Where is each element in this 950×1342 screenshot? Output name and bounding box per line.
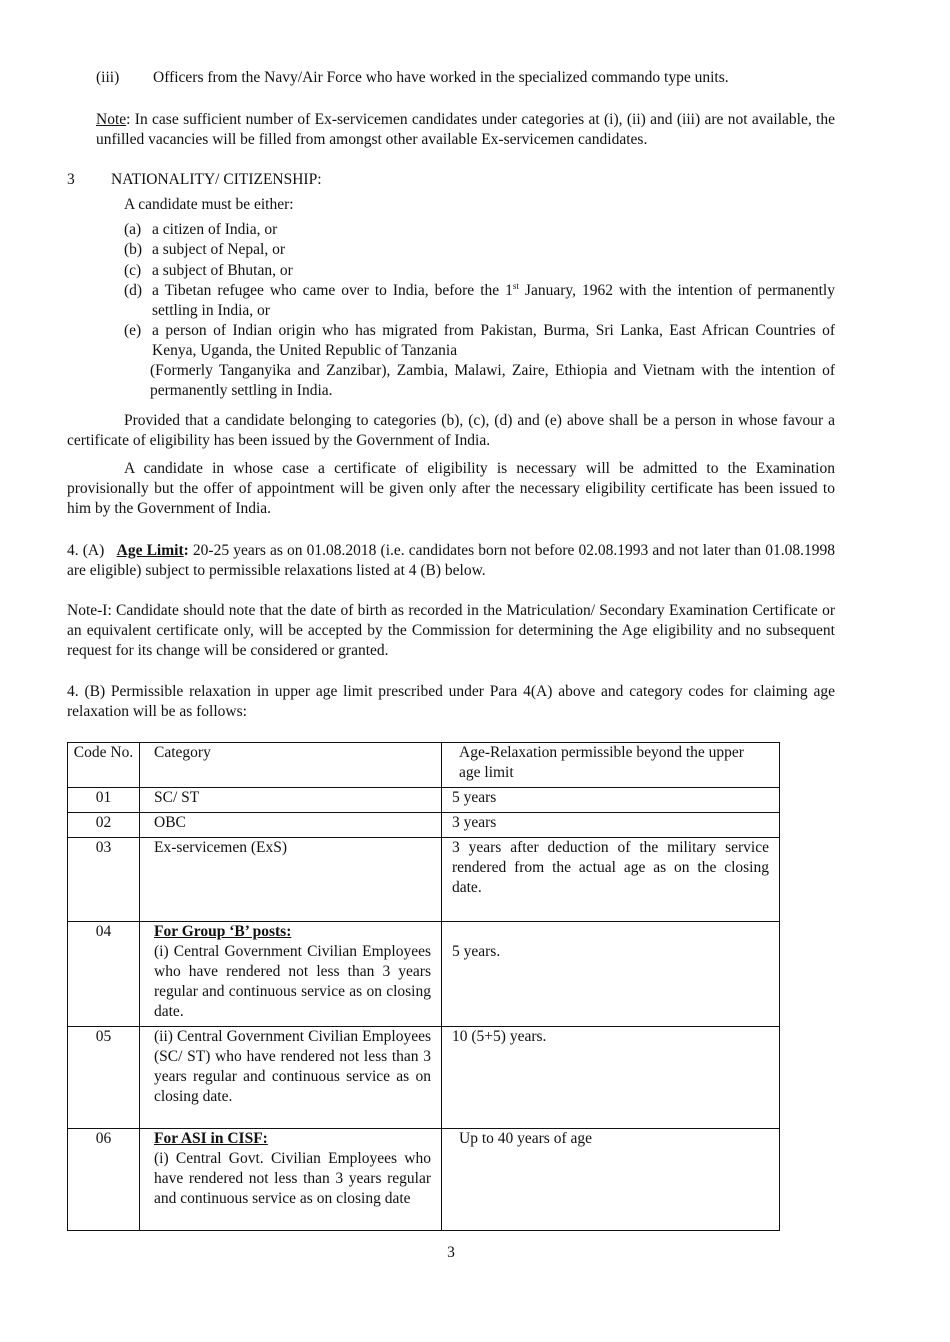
row-code: 02 [68,813,140,838]
list-item-text: a person of Indian origin who has migrated from Pakistan, Burma, Sri Lanka, East African Countries of Kenya, Uganda, the United Republic of Tanzania [152,322,835,359]
header-code: Code No. [68,743,140,788]
age-limit-title: Age Limit [116,542,184,559]
row-category-heading: For Group ‘B’ posts: [154,923,292,940]
note-i-paragraph: Note-I: Candidate should note that the date of birth as recorded in the Matriculation/ Secondary Examination Certificate or an equivalent certificate only, will be accepted by the Commission for determining the Age eligibility and no subsequent request for its change will be considered or granted. [67,602,835,659]
row-category: SC/ ST [140,788,442,813]
list-item-label: (e) [124,322,142,339]
table-row [68,813,780,838]
note-text: : In case sufficient number of Ex-servicemen candidates under categories at (i), (ii) and (iii) are not available, the unfilled vacancies will be filled from amongst other available Ex-servicemen candidates. [96,111,835,148]
row-category: Ex-servicemen (ExS) [140,838,442,922]
list-item-label: (a) [124,221,142,238]
row-code: 03 [68,838,140,922]
row-relaxation: 3 years after deduction of the military service rendered from the actual age as on the closing date. [442,838,780,922]
row-relaxation: 10 (5+5) years. [442,1027,780,1129]
list-item-label: (b) [124,241,143,258]
section4b-paragraph: 4. (B) Permissible relaxation in upper age limit prescribed under Para 4(A) above and category codes for claiming age relaxation will be as follows: [67,683,835,720]
note-label: Note [96,111,127,128]
list-item-text-after: January, 1962 with the intention of permanently settling in India, or [152,282,835,319]
provided-paragraph: Provided that a candidate belonging to categories (b), (c), (d) and (e) above shall be a person in whose favour a certificate of eligibility has been issued by the Government of India. [67,412,835,449]
item-iii-text: Officers from the Navy/Air Force who have worked in the specialized commando type units. [153,69,729,86]
age-limit-text: 20-25 years as on 01.08.2018 (i.e. candidates born not before 02.08.1993 and not later than 01.08.1998 are eligible) subject to permissible relaxations listed at 4 (B) below. [67,542,835,579]
note-paragraph [96,110,835,150]
row-category-heading: For ASI in CISF: [154,1130,268,1147]
age-relaxation-table [67,742,780,1231]
row-code: 01 [68,788,140,813]
certificate-paragraph: A candidate in whose case a certificate of eligibility is necessary will be admitted to the Examination provisionally but the offer of appointment will be given only after the necessary eligibility certificate has been issued to him by the Government of India. [67,460,835,517]
list-item-text [152,281,835,321]
list-item-text: a subject of Nepal, or [152,241,285,258]
list-item-label: (d) [124,282,143,299]
row-category-text: (i) Central Govt. Civilian Employees who have rendered not less than 3 years regular and continuous service as on closing date [154,1150,431,1207]
row-code: 04 [68,922,140,1027]
list-item-text-before: a Tibetan refugee who came over to India, before the 1 [152,282,513,299]
row-code: 06 [68,1129,140,1231]
row-relaxation: 5 years [442,788,780,813]
row-category [140,922,442,1027]
table-row [68,1027,780,1129]
list-item-label: (c) [124,262,142,279]
item-iii-label: (iii) [96,69,120,86]
list-item-e-text2: (Formerly Tanganyika and Zanzibar), Zambia, Malawi, Zaire, Ethiopia and Vietnam with the intention of permanently settling in India. [150,362,835,399]
section3-heading: NATIONALITY/ CITIZENSHIP: [111,171,322,188]
row-relaxation: 5 years. [442,922,780,1027]
row-category: OBC [140,813,442,838]
page-number: 3 [447,1244,455,1261]
table-row [68,922,780,1027]
section3-number: 3 [67,171,75,188]
table-row [68,1129,780,1231]
row-relaxation: Up to 40 years of age [442,1129,780,1231]
ordinal-superscript: st [512,280,519,291]
section3-intro: A candidate must be either: [124,196,294,213]
table-header-row [68,743,780,788]
table-row [68,788,780,813]
section4a-prefix: 4. (A) [67,542,105,559]
section4a-paragraph [67,541,835,581]
age-limit-colon: : [183,542,189,559]
header-relaxation: Age-Relaxation permissible beyond the upper age limit [442,743,780,788]
list-item-e-continuation [150,361,835,401]
row-category: (ii) Central Government Civilian Employees (SC/ ST) who have rendered not less than 3 years regular and continuous service as on closing date. [140,1027,442,1129]
row-code: 05 [68,1027,140,1129]
list-item-text: a subject of Bhutan, or [152,262,293,279]
row-relaxation: 3 years [442,813,780,838]
header-category: Category [140,743,442,788]
table-row [68,838,780,922]
row-category-text: (i) Central Government Civilian Employees who have rendered not less than 3 years regular and continuous service as on closing date. [154,943,431,1020]
list-item-text: a citizen of India, or [152,221,278,238]
row-category [140,1129,442,1231]
